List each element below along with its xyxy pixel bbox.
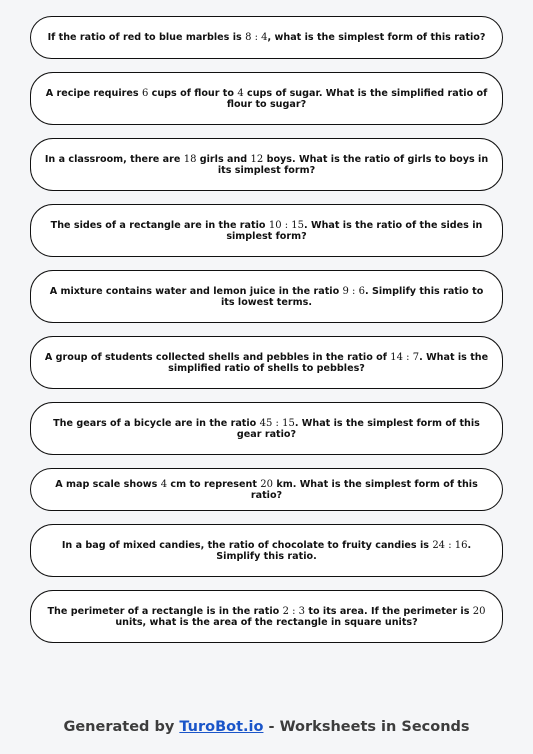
- question-fragment: A group of students collected shells and pebbles in the ratio of: [44, 351, 391, 363]
- footer-prefix: Generated by: [63, 719, 180, 735]
- math-value: 4: [160, 478, 168, 490]
- question-fragment: In a bag of mixed candies, the ratio of chocolate to fruity candies is: [61, 539, 433, 551]
- question-fragment: The perimeter of a rectangle is in the ratio: [47, 605, 283, 617]
- question-text: [43, 479, 490, 501]
- question-card: [30, 402, 503, 455]
- question-fragment: cups of sugar. What is the simplified ratio of flour to sugar?: [226, 87, 488, 110]
- math-value: 6: [141, 87, 149, 99]
- question-text: [43, 220, 490, 242]
- question-fragment: In a classroom, there are: [44, 153, 184, 165]
- math-value: 14 : 7: [390, 351, 420, 363]
- question-card: [30, 204, 503, 257]
- question-fragment: The sides of a rectangle are in the ratio: [50, 219, 269, 231]
- question-card: [30, 524, 503, 577]
- question-fragment: A recipe requires: [45, 87, 142, 99]
- question-fragment: . What is the simplified ratio of shells to pebbles?: [168, 351, 489, 374]
- question-fragment: units, what is the area of the rectangle in square units?: [115, 616, 418, 628]
- question-card: [30, 270, 503, 323]
- math-value: 24 : 16: [432, 539, 468, 551]
- question-fragment: If the ratio of red to blue marbles is: [47, 32, 246, 43]
- question-fragment: cups of flour to: [148, 87, 238, 99]
- math-value: 20: [260, 478, 274, 490]
- question-text: [48, 32, 486, 43]
- question-fragment: A mixture contains water and lemon juice in the ratio: [49, 285, 343, 297]
- question-fragment: . What is the ratio of the sides in simplest form?: [226, 219, 483, 242]
- question-card: [30, 336, 503, 389]
- question-fragment: . Simplify this ratio to its lowest terms.: [221, 285, 484, 308]
- question-fragment: km. What is the simplest form of this ratio?: [250, 478, 478, 501]
- question-fragment: boys. What is the ratio of girls to boys in its simplest form?: [217, 153, 489, 176]
- math-value: 20: [472, 605, 486, 617]
- turobot-link[interactable]: TuroBot.io: [179, 719, 264, 735]
- question-text: [43, 418, 490, 440]
- question-text: [43, 352, 490, 374]
- question-fragment: . What is the simplest form of this gear ratio?: [236, 417, 480, 440]
- math-value: 8 : 4: [245, 32, 268, 43]
- question-text: [43, 286, 490, 308]
- math-value: 18: [183, 153, 197, 165]
- math-value: 2 : 3: [282, 605, 306, 617]
- question-text: [43, 154, 490, 176]
- question-card: [30, 16, 503, 59]
- question-text: [43, 88, 490, 110]
- question-fragment: , what is the simplest form of this ratio?: [267, 32, 486, 43]
- math-value: 45 : 15: [259, 417, 295, 429]
- question-list: [30, 16, 503, 656]
- question-fragment: to its area. If the perimeter is: [305, 605, 473, 617]
- question-fragment: cm to represent: [167, 478, 261, 490]
- question-card: [30, 590, 503, 643]
- footer: [0, 719, 533, 735]
- math-value: 10 : 15: [268, 219, 305, 231]
- math-value: 12: [250, 153, 264, 165]
- question-card: [30, 138, 503, 191]
- question-card: [30, 468, 503, 511]
- question-fragment: . Simplify this ratio.: [216, 539, 472, 562]
- question-fragment: girls and: [196, 153, 251, 165]
- question-card: [30, 72, 503, 125]
- footer-suffix: - Worksheets in Seconds: [263, 719, 470, 735]
- question-text: [43, 606, 490, 628]
- question-text: [43, 540, 490, 562]
- math-value: 9 : 6: [342, 285, 365, 297]
- math-value: 4: [237, 87, 244, 99]
- question-fragment: A map scale shows: [55, 478, 161, 490]
- question-fragment: The gears of a bicycle are in the ratio: [53, 417, 260, 429]
